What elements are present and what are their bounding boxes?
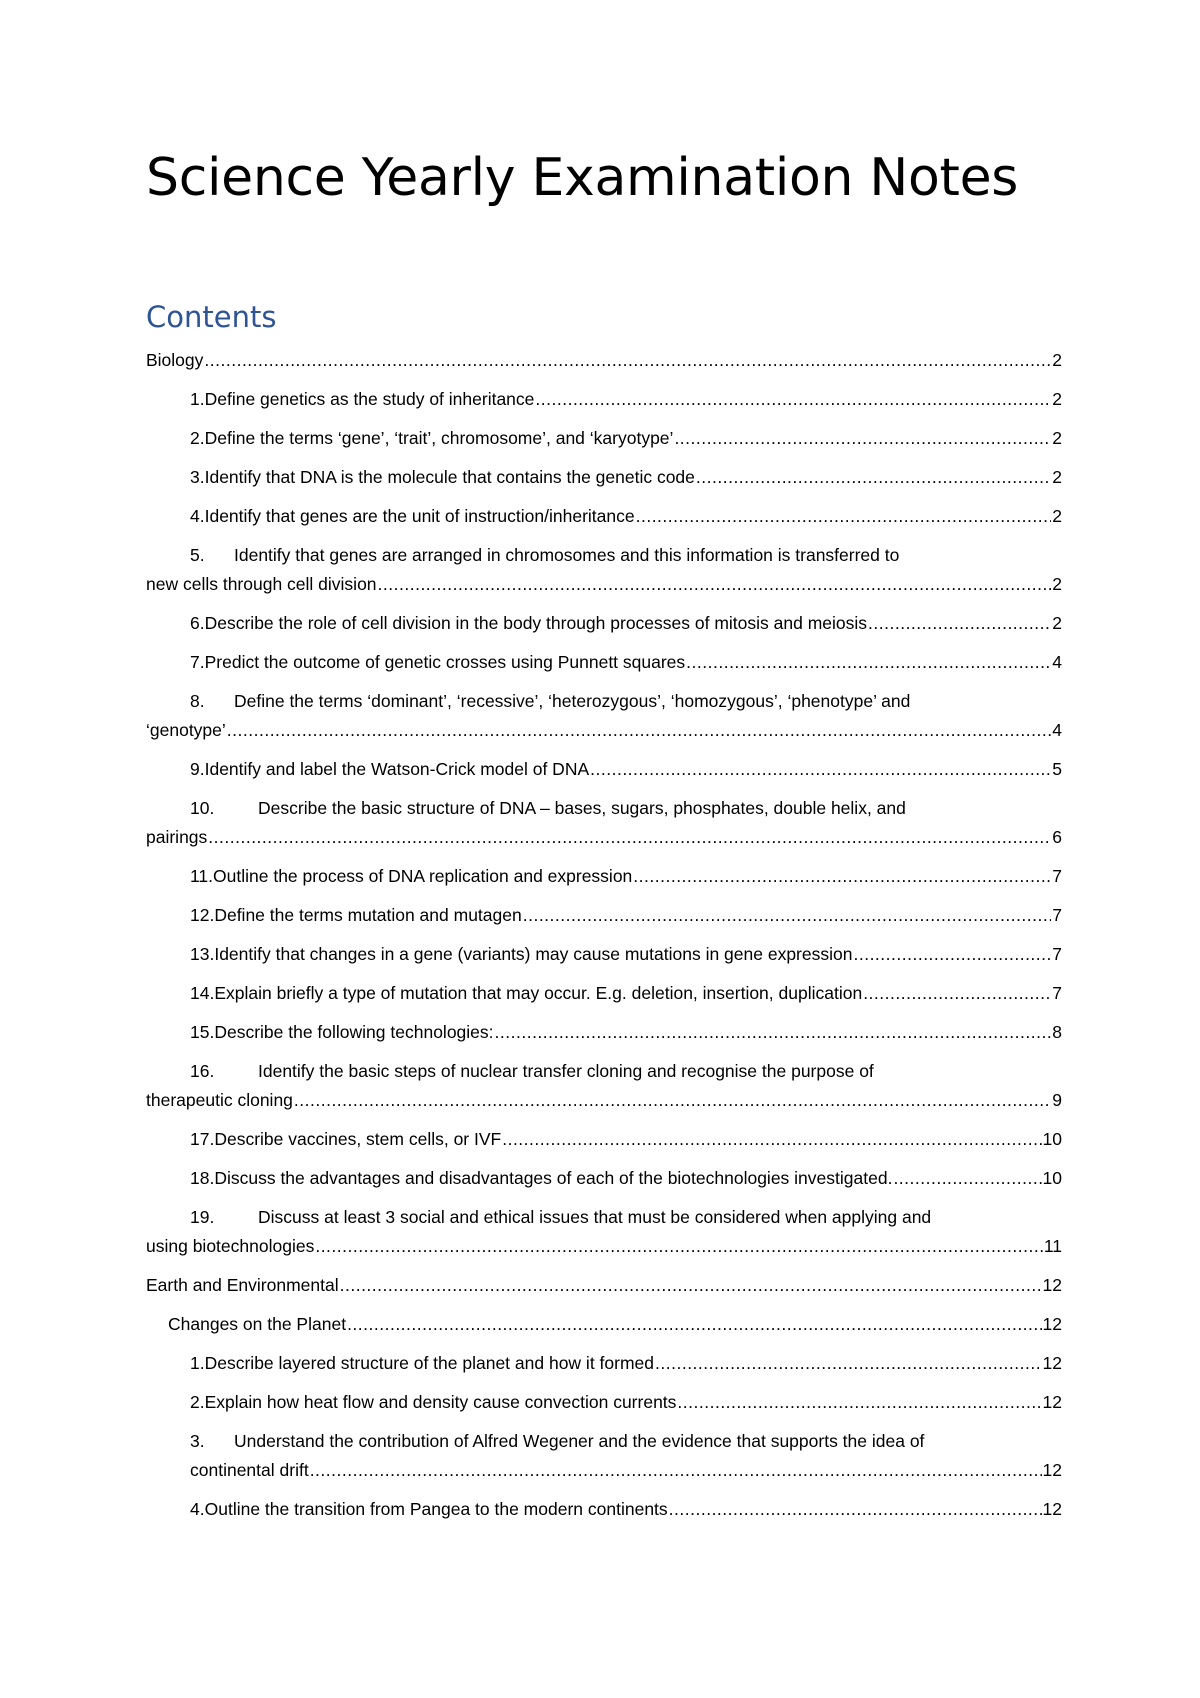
toc-entry-bio-14[interactable] <box>146 979 1062 1008</box>
toc-item-number: 7. <box>190 652 205 672</box>
toc-item-text: Discuss the advantages and disadvantages of each of the biotechnologies investigated. <box>214 1168 893 1188</box>
toc-page-number: 2 <box>1052 389 1062 409</box>
toc-item-text-cont: continental drift <box>190 1460 309 1480</box>
toc-entry-bio-13[interactable] <box>146 940 1062 969</box>
toc-entry-bio-5[interactable] <box>146 541 1062 599</box>
toc-item-text: Describe the basic structure of DNA – bases, sugars, phosphates, double helix, and <box>258 798 906 818</box>
toc-page-number: 2 <box>1052 506 1062 526</box>
toc-entry-bio-2[interactable] <box>146 424 1062 453</box>
toc-entry-earth-2[interactable] <box>146 1388 1062 1417</box>
toc-item-number: 12. <box>190 905 215 925</box>
toc-page-number: 7 <box>1052 983 1062 1003</box>
toc-item-number: 17. <box>190 1129 215 1149</box>
toc-entry-bio-9[interactable] <box>146 755 1062 784</box>
toc-entry-changes[interactable] <box>146 1310 1062 1339</box>
toc-item-text: Outline the process of DNA replication and expression <box>213 866 633 886</box>
toc-page-number: 7 <box>1052 905 1062 925</box>
toc-item-number: 10. <box>190 798 215 818</box>
toc-entry-earth-3[interactable] <box>146 1427 1062 1485</box>
toc-item-number: 19. <box>190 1207 215 1227</box>
toc-entry-bio-10[interactable] <box>146 794 1062 852</box>
toc-page-number: 2 <box>1052 467 1062 487</box>
contents-heading: Contents <box>146 300 277 334</box>
toc-item-text: Identify that DNA is the molecule that contains the genetic code <box>204 467 695 487</box>
toc-item-text: Define the terms mutation and mutagen <box>214 905 522 925</box>
toc-page-number: 4 <box>1052 652 1062 672</box>
toc-page-number: 5 <box>1052 759 1062 779</box>
toc-item-text: Describe the role of cell division in the body through processes of mitosis and meiosis <box>204 613 868 633</box>
toc-item-text: Describe the following technologies: <box>214 1022 494 1042</box>
toc-entry-earth-1[interactable] <box>146 1349 1062 1378</box>
toc-entry-bio-1[interactable] <box>146 385 1062 414</box>
toc-item-text: Define the terms ‘gene’, ‘trait’, chromosome’, and ‘karyotype’ <box>204 428 674 448</box>
toc-item-number: 3. <box>190 1431 205 1451</box>
toc-item-text: Understand the contribution of Alfred Wegener and the evidence that supports the idea of <box>234 1431 925 1451</box>
toc-item-text: Identify the basic steps of nuclear transfer cloning and recognise the purpose of <box>258 1061 874 1081</box>
toc-item-number: 5. <box>190 545 205 565</box>
toc-item-number: 1. <box>190 1353 205 1373</box>
toc-item-text: Identify and label the Watson-Crick model of DNA <box>204 759 590 779</box>
toc-entry-bio-4[interactable] <box>146 502 1062 531</box>
toc-item-number: 6. <box>190 613 205 633</box>
toc-page-number: 7 <box>1052 944 1062 964</box>
toc-entry-bio-3[interactable] <box>146 463 1062 492</box>
toc-entry-bio-6[interactable] <box>146 609 1062 638</box>
toc-item-text-cont: pairings <box>146 827 208 847</box>
toc-item-text: Identify that genes are the unit of instruction/inheritance <box>204 506 635 526</box>
toc-item-number: 2. <box>190 428 205 448</box>
toc-entry-earth-4[interactable] <box>146 1495 1062 1524</box>
toc-page-number: 4 <box>1052 720 1062 740</box>
toc-entry-biology[interactable] <box>146 346 1062 375</box>
toc-page-number: 10 <box>1042 1168 1062 1188</box>
toc-entry-bio-11[interactable] <box>146 862 1062 891</box>
toc-page-number: 12 <box>1042 1314 1062 1334</box>
toc-entry-label: Changes on the Planet <box>168 1314 347 1334</box>
toc-item-number: 14. <box>190 983 215 1003</box>
toc-page-number: 2 <box>1052 350 1062 370</box>
toc-item-text: Identify that changes in a gene (variants) may cause mutations in gene expression <box>214 944 853 964</box>
toc-page-number: 12 <box>1042 1460 1062 1480</box>
toc-item-number: 16. <box>190 1061 215 1081</box>
toc-entry-bio-17[interactable] <box>146 1125 1062 1154</box>
toc-item-number: 18. <box>190 1168 215 1188</box>
toc-item-text: Describe layered structure of the planet and how it formed <box>204 1353 655 1373</box>
toc-entry-label: Earth and Environmental <box>146 1275 339 1295</box>
toc-item-text: Describe vaccines, stem cells, or IVF <box>214 1129 502 1149</box>
toc-item-number: 13. <box>190 944 215 964</box>
toc-item-text: Explain how heat flow and density cause convection currents <box>204 1392 677 1412</box>
toc-item-number: 15. <box>190 1022 215 1042</box>
toc-item-number: 3. <box>190 467 205 487</box>
toc-page-number: 9 <box>1052 1090 1062 1110</box>
toc-item-text: Outline the transition from Pangea to the modern continents <box>204 1499 668 1519</box>
toc-page-number: 8 <box>1052 1022 1062 1042</box>
toc-page-number: 12 <box>1042 1499 1062 1519</box>
toc-page-number: 2 <box>1052 613 1062 633</box>
toc-item-number: 1. <box>190 389 205 409</box>
toc-item-text-cont: using biotechnologies <box>146 1236 315 1256</box>
toc-entry-bio-12[interactable] <box>146 901 1062 930</box>
toc-item-text: Explain briefly a type of mutation that may occur. E.g. deletion, insertion, duplication <box>214 983 863 1003</box>
toc-page-number: 7 <box>1052 866 1062 886</box>
toc-entry-bio-15[interactable] <box>146 1018 1062 1047</box>
toc-entry-earth[interactable] <box>146 1271 1062 1300</box>
toc-page-number: 6 <box>1052 827 1062 847</box>
toc-item-number: 4. <box>190 1499 205 1519</box>
toc-item-text-cont: new cells through cell division <box>146 574 377 594</box>
toc-page-number: 10 <box>1042 1129 1062 1149</box>
toc-entry-bio-7[interactable] <box>146 648 1062 677</box>
toc-entry-bio-8[interactable] <box>146 687 1062 745</box>
document-title: Science Yearly Examination Notes <box>146 148 1019 208</box>
toc-page-number: 12 <box>1042 1275 1062 1295</box>
toc-page-number: 12 <box>1042 1392 1062 1412</box>
toc-entry-bio-16[interactable] <box>146 1057 1062 1115</box>
toc-page-number: 11 <box>1043 1236 1062 1256</box>
toc-page-number: 2 <box>1052 428 1062 448</box>
toc-item-text: Predict the outcome of genetic crosses using Punnett squares <box>204 652 686 672</box>
toc-item-number: 11. <box>190 866 214 886</box>
toc-item-text: Define genetics as the study of inheritance <box>204 389 535 409</box>
toc-entry-bio-19[interactable] <box>146 1203 1062 1261</box>
toc-item-text: Discuss at least 3 social and ethical issues that must be considered when applying and <box>258 1207 932 1227</box>
toc-entry-label: Biology <box>146 350 204 370</box>
toc-item-text-cont: therapeutic cloning <box>146 1090 293 1110</box>
toc-item-number: 2. <box>190 1392 205 1412</box>
toc-item-number: 4. <box>190 506 205 526</box>
toc-item-text: Define the terms ‘dominant’, ‘recessive’, ‘heterozygous’, ‘homozygous’, ‘phenotype’ and <box>234 691 911 711</box>
toc-entry-bio-18[interactable] <box>146 1164 1062 1193</box>
toc-item-number: 9. <box>190 759 205 779</box>
toc-item-text: Identify that genes are arranged in chromosomes and this information is transferred to <box>234 545 900 565</box>
toc-item-text-cont: ‘genotype’ <box>146 720 226 740</box>
toc-page-number: 2 <box>1052 574 1062 594</box>
toc-item-number: 8. <box>190 691 205 711</box>
toc-page-number: 12 <box>1042 1353 1062 1373</box>
